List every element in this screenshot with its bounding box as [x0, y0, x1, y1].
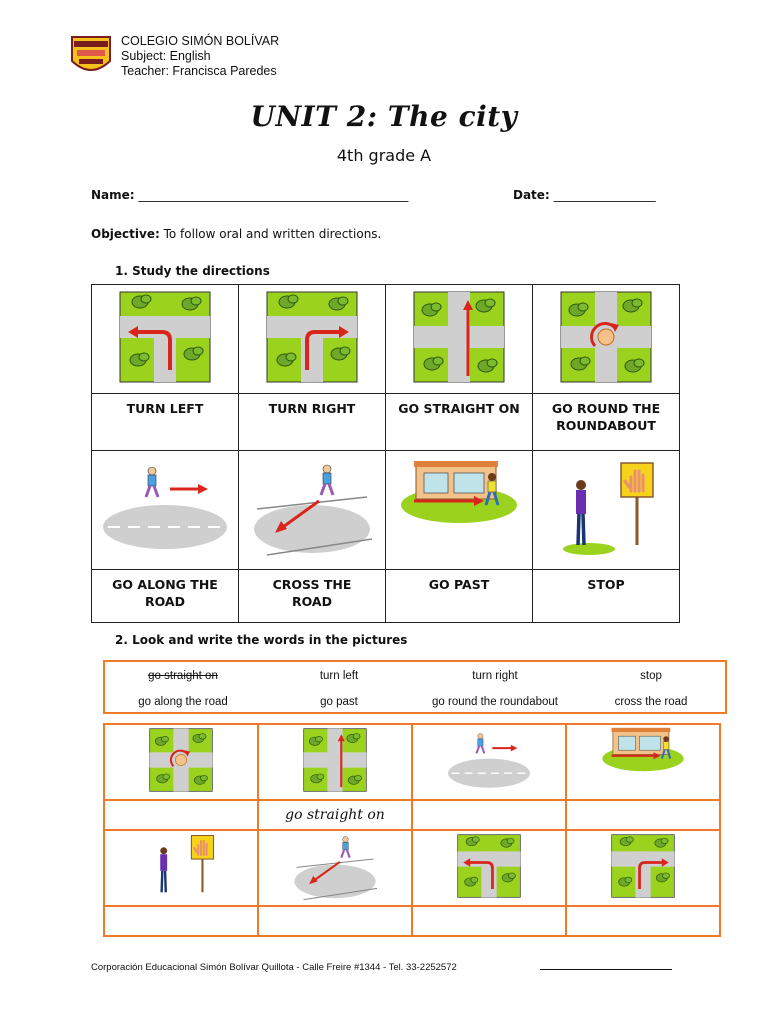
answer-blank[interactable] [566, 906, 720, 936]
direction-cell [533, 451, 680, 570]
answer-picture-cell [258, 830, 412, 906]
footer-text: Corporación Educacional Simón Bolívar Quillota - Calle Freire #1344 - Tel. 33-2252572 [91, 962, 457, 973]
date-field[interactable] [513, 188, 656, 202]
answer-picture-cell [258, 724, 412, 800]
name-label: Name: [91, 188, 135, 202]
turn-left-icon [457, 834, 521, 898]
direction-label-line: ROAD [292, 594, 332, 609]
direction-label-line: CROSS THE [272, 577, 352, 592]
direction-label-line: ROUNDABOUT [556, 418, 656, 433]
direction-label [239, 570, 386, 623]
date-label: Date: [513, 188, 550, 202]
stop-sign-icon [136, 831, 226, 901]
answer-blank[interactable] [412, 906, 566, 936]
word-bank [103, 660, 727, 714]
school-name: COLEGIO SIMÓN BOLÍVAR [121, 34, 280, 48]
direction-cell [239, 285, 386, 394]
word-bank-item-used: go straight on [148, 670, 218, 682]
direction-label-line: GO ROUND THE [551, 401, 661, 416]
answer-blank[interactable] [104, 800, 258, 830]
school-info [121, 34, 279, 79]
footer-signature-line [540, 969, 672, 970]
word-bank-item: go round the roundabout [432, 696, 558, 708]
go-past-icon [394, 457, 524, 557]
go-past-icon [583, 725, 703, 795]
answer-example[interactable]: go straight on [258, 800, 412, 830]
date-blank: _________________ [553, 188, 656, 202]
answer-picture-cell [412, 830, 566, 906]
straight-icon [303, 728, 367, 792]
roundabout-icon [560, 291, 652, 383]
stop-sign-icon [541, 457, 671, 557]
word-bank-item: cross the road [614, 696, 688, 708]
objective-label: Objective: [91, 227, 160, 241]
answer-blank[interactable] [104, 906, 258, 936]
objective [91, 227, 381, 241]
name-field[interactable] [91, 188, 408, 202]
direction-cell [533, 285, 680, 394]
cross-road-icon [247, 457, 377, 557]
teacher-line: Teacher: Francisca Paredes [121, 64, 277, 78]
answer-grid [103, 723, 721, 937]
direction-label-line: ROAD [145, 594, 185, 609]
direction-label: GO STRAIGHT ON [386, 394, 533, 451]
direction-label: GO PAST [386, 570, 533, 623]
answer-picture-cell [104, 724, 258, 800]
grade-label: 4th grade A [336, 146, 432, 165]
section-1-heading: 1. Study the directions [115, 264, 270, 278]
school-logo [68, 33, 114, 79]
turn-right-icon [266, 291, 358, 383]
straight-icon [413, 291, 505, 383]
cross-road-icon [285, 831, 385, 901]
roundabout-icon [149, 728, 213, 792]
page-title: UNIT 2: The city [250, 100, 518, 133]
turn-right-icon [611, 834, 675, 898]
objective-text: To follow oral and written directions. [163, 227, 382, 241]
direction-label [92, 570, 239, 623]
direction-cell [92, 285, 239, 394]
direction-cell [239, 451, 386, 570]
answer-picture-cell [566, 830, 720, 906]
answer-blank[interactable] [258, 906, 412, 936]
direction-label: TURN LEFT [92, 394, 239, 451]
turn-left-icon [119, 291, 211, 383]
walk-along-icon [439, 727, 539, 793]
word-bank-item: turn right [472, 670, 518, 682]
answer-picture-cell [412, 724, 566, 800]
word-bank-item: go along the road [138, 696, 228, 708]
section-2-heading: 2. Look and write the words in the pictures [115, 633, 408, 647]
direction-cell [386, 451, 533, 570]
direction-cell [92, 451, 239, 570]
answer-blank[interactable] [412, 800, 566, 830]
direction-label-line: GO ALONG THE [112, 577, 218, 592]
subject-line: Subject: English [121, 49, 211, 63]
direction-label [533, 394, 680, 451]
direction-label: STOP [533, 570, 680, 623]
word-bank-item: go past [320, 696, 358, 708]
word-bank-item: stop [640, 670, 662, 682]
walk-along-icon [100, 457, 230, 557]
answer-picture-cell [104, 830, 258, 906]
answer-blank[interactable] [566, 800, 720, 830]
word-bank-item: turn left [319, 670, 359, 682]
direction-cell [386, 285, 533, 394]
direction-label: TURN RIGHT [239, 394, 386, 451]
directions-table [91, 284, 680, 623]
name-blank: _____________________________________________ [138, 188, 409, 202]
answer-picture-cell [566, 724, 720, 800]
